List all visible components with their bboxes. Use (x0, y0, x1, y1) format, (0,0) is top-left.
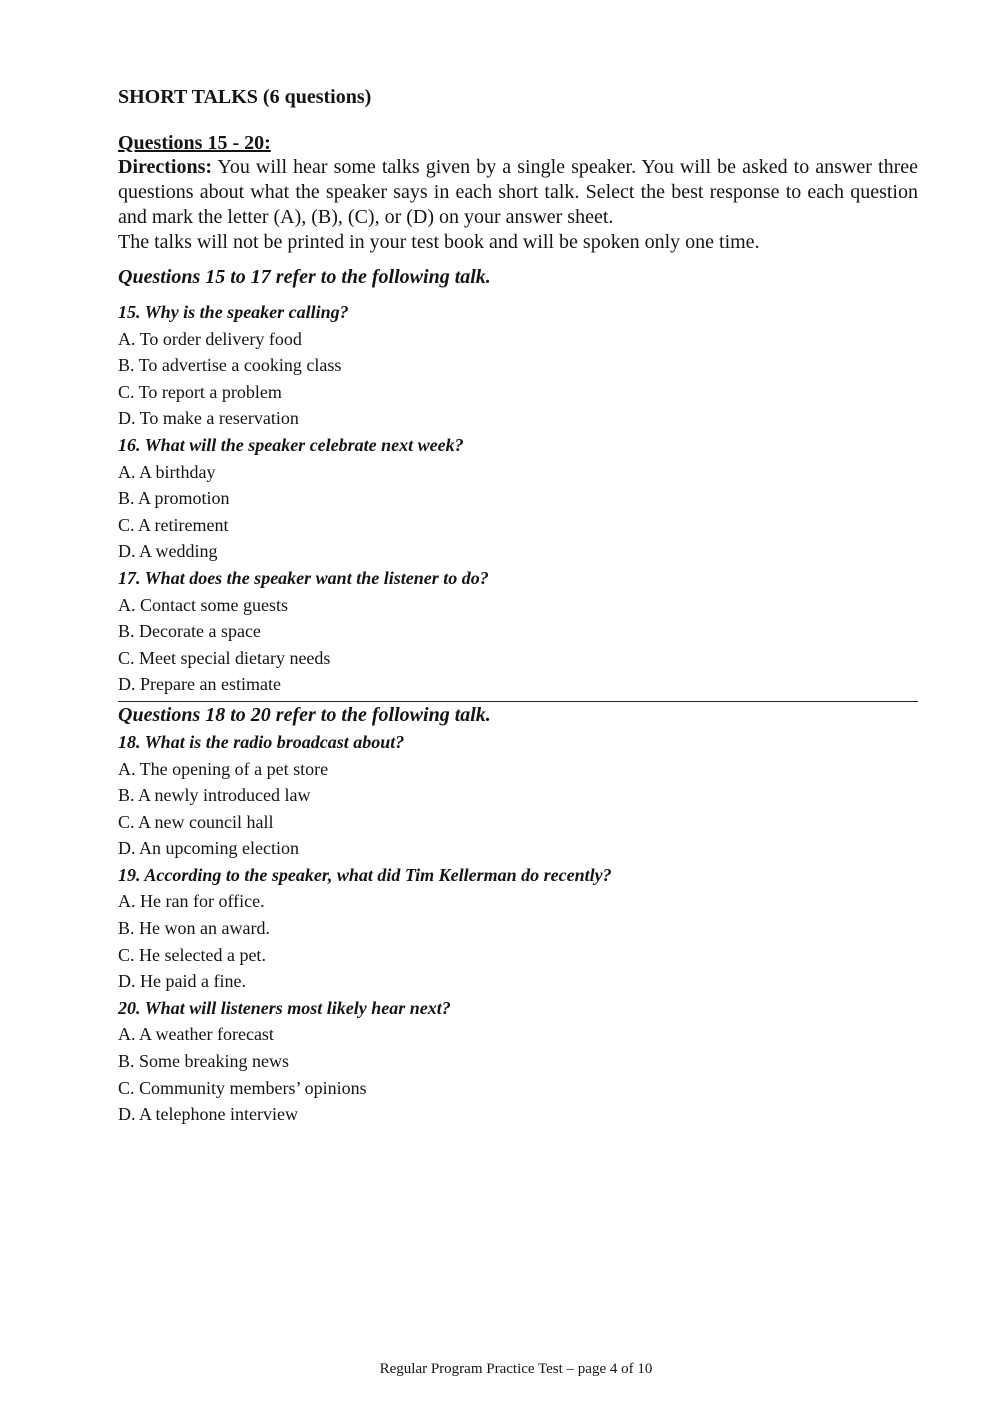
answer-option: A. A weather forecast (118, 1024, 274, 1045)
talk-heading: Questions 15 to 17 refer to the following talk. (118, 266, 491, 288)
talk-heading: Questions 18 to 20 refer to the following talk. (118, 703, 491, 726)
answer-option: D. Prepare an estimate (118, 674, 281, 695)
question-prompt: 16. What will the speaker celebrate next week? (118, 434, 464, 455)
answer-option: B. Decorate a space (118, 621, 261, 642)
question-prompt: 19. According to the speaker, what did Tim Kellerman do recently? (118, 864, 612, 885)
answer-option: D. To make a reservation (118, 408, 299, 429)
answer-option: A. The opening of a pet store (118, 758, 329, 779)
directions-note: The talks will not be printed in your test book and will be spoken only one time. (118, 231, 760, 253)
answer-option: C. To report a problem (118, 381, 282, 402)
answer-option: C. Community members’ opinions (118, 1077, 367, 1098)
document-page (118, 84, 918, 1128)
answer-option: A. A birthday (118, 461, 216, 482)
question-prompt: 15. Why is the speaker calling? (118, 302, 349, 322)
answer-option: D. An upcoming election (118, 838, 299, 859)
answer-option: D. A wedding (118, 541, 218, 562)
answer-option: C. A new council hall (118, 811, 274, 832)
answer-option: D. He paid a fine. (118, 971, 246, 992)
question-prompt: 18. What is the radio broadcast about? (118, 731, 405, 752)
answer-option: B. Some breaking news (118, 1051, 289, 1072)
directions-label: Directions: (118, 156, 213, 178)
section-title: SHORT TALKS (6 questions) (118, 86, 372, 108)
answer-option: D. A telephone interview (118, 1104, 298, 1125)
directions-text: You will hear some talks given by a single speaker. You will be asked to answer three questions about what the speaker says in each short talk. Select the best response to each question and mark the letter (A), (B), (C), or (D) on your answer sheet. (118, 156, 918, 228)
page-footer: Regular Program Practice Test – page 4 of 10 (379, 1361, 653, 1377)
answer-option: B. To advertise a cooking class (118, 355, 342, 376)
answer-option: B. He won an award. (118, 918, 270, 939)
answer-option: B. A promotion (118, 488, 230, 509)
answer-option: C. Meet special dietary needs (118, 647, 331, 668)
question-prompt: 20. What will listeners most likely hear next? (118, 997, 451, 1018)
directions-paragraph (118, 155, 918, 230)
answer-option: A. Contact some guests (118, 594, 288, 615)
answer-option: C. A retirement (118, 514, 229, 535)
question-prompt: 17. What does the speaker want the listener to do? (118, 567, 489, 588)
answer-option: A. He ran for office. (118, 891, 265, 912)
answer-option: A. To order delivery food (118, 328, 302, 349)
answer-option: C. He selected a pet. (118, 944, 266, 965)
answer-option: B. A newly introduced law (118, 785, 311, 806)
questions-range-heading: Questions 15 - 20: (118, 132, 271, 154)
